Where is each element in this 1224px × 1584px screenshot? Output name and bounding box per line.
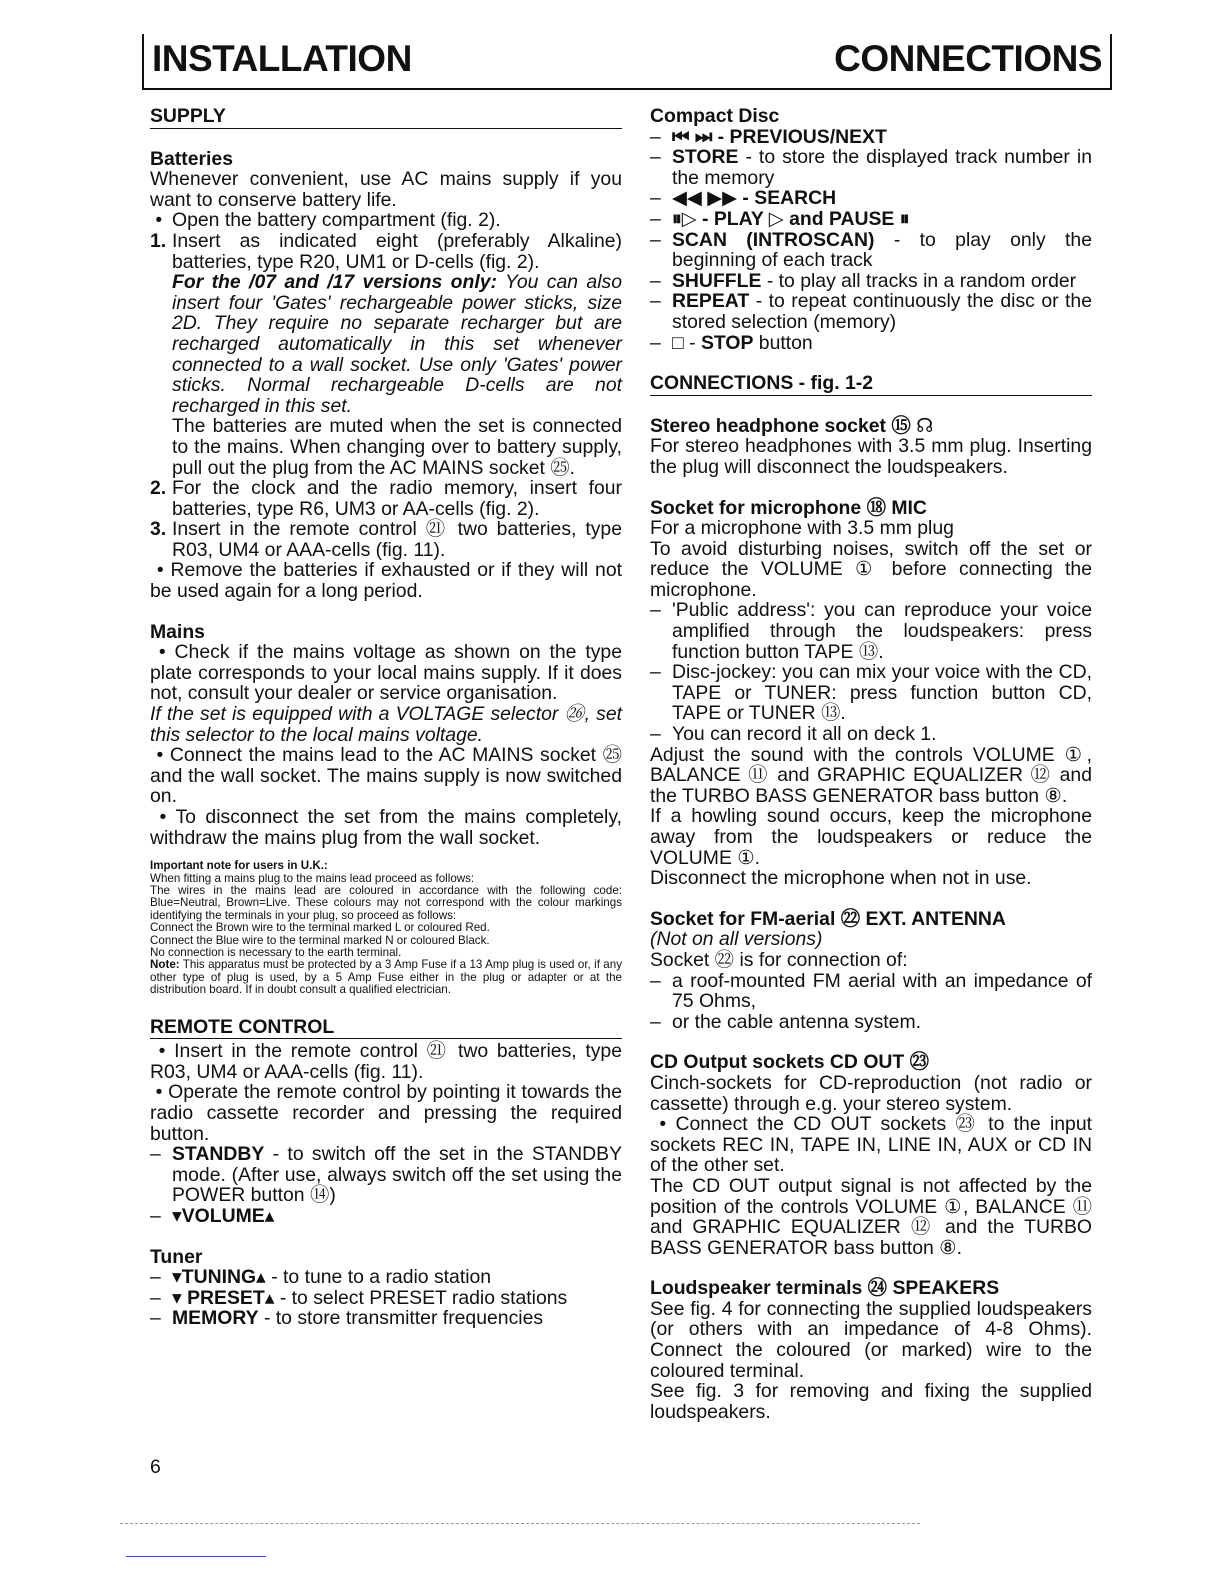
mic-plug-text: For a microphone with 3.5 mm plug — [650, 517, 954, 540]
list-item: – ▾VOLUME▴ — [150, 1206, 622, 1227]
step2-text: For the clock and the radio memory, insert four batteries, type R6, UM3 or AA-cells (fig. 2). — [172, 477, 622, 520]
store-text: - to store the displayed track number in the memory — [672, 146, 1092, 189]
prev-next-label: ⏮ ⏭ - PREVIOUS/NEXT — [672, 125, 887, 148]
list-item: – □ - STOP button — [650, 331, 813, 354]
public-address-text: 'Public address': you can reproduce your voice amplified through the loudspeakers: press function button TAPE ⑬. — [672, 599, 1092, 663]
shuffle-label: SHUFFLE — [672, 269, 762, 292]
volume-label: ▾VOLUME▴ — [172, 1205, 275, 1227]
batteries-muted-text: The batteries are muted when the set is connected to the mains. When changing over to battery supply, pull out the plug from the AC MAINS socket ㉕. — [172, 415, 622, 479]
preset-text: - to select PRESET radio stations — [279, 1286, 568, 1309]
list-item: – 'Public address': you can reproduce your voice amplified through the loudspeakers: press function button TAPE ⑬. — [650, 599, 1092, 663]
microphone-heading: Socket for microphone ⑱ MIC — [650, 496, 927, 519]
mains-disconnect-text: • To disconnect the set from the mains completely, withdraw the mains plug from the wall socket. — [150, 806, 622, 849]
uk-note-line: When fitting a mains plug to the mains lead proceed as follows: — [150, 871, 475, 885]
tuning-label: ▾TUNING▴ — [172, 1266, 266, 1289]
fm-roof-text: a roof-mounted FM aerial with an impedance of 75 Ohms, — [672, 969, 1092, 1013]
page-number: 6 — [150, 1456, 161, 1478]
list-item: – Disc-jockey: you can mix your voice with the CD, TAPE or TUNER: press function button CD, TAPE or TUNER ⑬. — [650, 661, 1092, 725]
scan-artifact-line — [120, 1523, 920, 1524]
mains-connect-text: • Connect the mains lead to the AC MAINS socket ㉕ and the wall socket. The mains supply is now switched on. — [150, 744, 622, 808]
uk-note-line: No connection is necessary to the earth terminal. — [150, 946, 402, 960]
record-text: You can record it all on deck 1. — [672, 723, 937, 746]
tuner-heading: Tuner — [150, 1245, 203, 1268]
repeat-text: - to repeat continuously the disc or the stored selection (memory) — [672, 290, 1092, 333]
stop-icon: □ - — [672, 331, 696, 354]
step3-text: Insert in the remote control ㉑ two batteries, type R03, UM4 or AAA-cells (fig. 11). — [172, 518, 622, 561]
step-number: 2. — [150, 477, 167, 500]
shuffle-text: - to play all tracks in a random order — [766, 269, 1077, 292]
uk-note-title: Important note for users in U.K.: — [150, 859, 328, 873]
list-item: – ◀◀ ▶▶ - SEARCH — [650, 188, 1092, 209]
scan-label: SCAN (INTROSCAN) — [672, 228, 875, 251]
list-item: – ▾TUNING▴ - to tune to a radio station — [150, 1266, 492, 1289]
list-item: – MEMORY - to store transmitter frequencies — [150, 1307, 544, 1330]
list-item: – You can record it all on deck 1. — [650, 724, 1092, 745]
cd-output-text: Cinch-sockets for CD-reproduction (not radio or cassette) through e.g. your stereo system. — [650, 1071, 1092, 1115]
right-column — [650, 106, 1092, 1422]
left-column — [150, 106, 622, 1329]
speaker-fixing-text: See fig. 3 for removing and fixing the supplied loudspeakers. — [650, 1380, 1092, 1423]
versions-note-text: You can also insert four 'Gates' rechargeable power sticks, size 2D. They require no separate recharger but are recharged automatically in this set whenever connected to a wall socket. Use only 'Gates' power sticks. Normal rechargeable D-cells are not recharged in this set. — [172, 271, 622, 417]
store-label: STORE — [672, 146, 739, 169]
uk-note-line: Connect the Blue wire to the terminal marked N or coloured Black. — [150, 933, 490, 947]
play-pause-label: ⏸▷ - PLAY ▷ and PAUSE ⏸ — [672, 207, 910, 230]
search-label: ◀◀ ▶▶ - SEARCH — [672, 187, 837, 210]
standby-text: - to switch off the set in the STANDBY mode. (After use, always switch off the set using the POWER button ⑭) — [172, 1143, 623, 1207]
mains-check-text: • Check if the mains voltage as shown on the type plate corresponds to your local mains supply. If it does not, consult your dealer or service organisation. — [150, 641, 622, 705]
header-title-connections: CONNECTIONS — [834, 38, 1102, 79]
bullet-icon: • — [150, 559, 171, 582]
fm-versions-text: (Not on all versions) — [650, 928, 823, 951]
disc-jockey-text: Disc-jockey: you can mix your voice with the CD, TAPE or TUNER: press function button CD, TAPE or TUNER ⑬. — [672, 661, 1092, 725]
cd-output-connect-text: • Connect the CD OUT sockets ㉓ to the input sockets REC IN, TAPE IN, LINE IN, AUX or CD IN of the other set. — [650, 1113, 1092, 1177]
headphone-text: For stereo headphones with 3.5 mm plug. Inserting the plug will disconnect the loudspeakers. — [650, 435, 1092, 478]
list-item — [150, 519, 622, 560]
batteries-heading: Batteries — [150, 147, 233, 170]
mic-howling-text: If a howling sound occurs, keep the microphone away from the loudspeakers or reduce the VOLUME ①. — [650, 805, 1092, 869]
list-item: – or the cable antenna system. — [650, 1012, 1092, 1033]
list-item: – STORE - to store the displayed track number in the memory — [650, 146, 1092, 189]
list-item: – REPEAT - to repeat continuously the disc or the stored selection (memory) — [650, 290, 1092, 333]
footer-rule — [126, 1556, 266, 1557]
list-item: – SHUFFLE - to play all tracks in a random order — [650, 269, 1077, 292]
batteries-intro: Whenever convenient, use AC mains supply if you want to conserve battery life. — [150, 168, 622, 211]
header-title-installation: INSTALLATION — [152, 38, 412, 79]
list-item — [150, 210, 622, 231]
speaker-connect-text: See fig. 4 for connecting the supplied loudspeakers (or others with an impedance of 4-8 Ohms). Connect the coloured (or marked) wire to the coloured terminal. — [650, 1297, 1092, 1382]
fm-aerial-heading: Socket for FM-aerial ㉒ EXT. ANTENNA — [650, 907, 1006, 930]
list-item — [150, 231, 622, 478]
uk-note-line: Connect the Brown wire to the terminal marked L or coloured Red. — [150, 921, 490, 935]
mic-disconnect-text: Disconnect the microphone when not in use. — [650, 867, 1032, 890]
compact-disc-heading: Compact Disc — [650, 105, 780, 127]
preset-label: ▾ PRESET▴ — [172, 1286, 275, 1309]
memory-label: MEMORY — [172, 1307, 259, 1330]
stop-label: STOP — [700, 331, 754, 354]
remote-control-heading: REMOTE CONTROL — [150, 1017, 622, 1040]
remote-operate-text: • Operate the remote control by pointing it towards the radio cassette recorder and pressing the required button. — [150, 1081, 622, 1145]
list-item: – ▾ PRESET▴ - to select PRESET radio stations — [150, 1286, 568, 1309]
mains-voltage-selector-text: If the set is equipped with a VOLTAGE selector ㉖, set this selector to the local mains voltage. — [150, 703, 622, 746]
versions-note-label: For the /07 and /17 versions only: — [172, 271, 497, 294]
step1-text: Insert as indicated eight (preferably Alkaline) batteries, type R20, UM1 or D-cells (fig. 2). — [172, 229, 622, 273]
step-number: 1. — [150, 229, 167, 252]
stop-text: button — [758, 331, 813, 354]
connections-heading: CONNECTIONS - fig. 1-2 — [650, 373, 1092, 396]
cd-output-heading: CD Output sockets CD OUT ㉓ — [650, 1051, 930, 1074]
remote-insert-text: • Insert in the remote control ㉑ two batteries, type R03, UM4 or AAA-cells (fig. 11). — [150, 1040, 622, 1083]
fm-socket-text: Socket ㉒ is for connection of: — [650, 948, 908, 971]
scan-text: - to play only the beginning of each track — [672, 228, 1092, 272]
list-item: – SCAN (INTROSCAN) - to play only the beginning of each track — [650, 228, 1092, 272]
uk-note-fuse-text: This apparatus must be protected by a 3 Amp Fuse if a 13 Amp plug is used or, if any other type of plug is used, by a 5 Amp Fuse either in the plug or adapter or at the distribution board. If in doubt consult a qualified electrician. — [150, 958, 622, 997]
mic-noise-text: To avoid disturbing noises, switch off the set or reduce the VOLUME ① before connecting the microphone. — [650, 537, 1092, 601]
mains-heading: Mains — [150, 620, 205, 643]
list-item: – ⏮ ⏭ - PREVIOUS/NEXT — [650, 127, 1092, 148]
uk-note — [150, 860, 622, 996]
repeat-label: REPEAT — [672, 290, 750, 313]
open-compartment-text: Open the battery compartment (fig. 2). — [172, 209, 501, 232]
tuning-text: - to tune to a radio station — [271, 1266, 492, 1289]
list-item: – STANDBY - to switch off the set in the STANDBY mode. (After use, always switch off the set using the POWER button ⑭) — [150, 1143, 623, 1207]
list-item: – ⏸▷ - PLAY ▷ and PAUSE ⏸ — [650, 209, 1092, 230]
standby-label: STANDBY — [172, 1143, 265, 1166]
list-item — [150, 478, 622, 519]
list-item: – a roof-mounted FM aerial with an impedance of 75 Ohms, — [650, 969, 1092, 1013]
cd-output-signal-text: The CD OUT output signal is not affected by the position of the controls VOLUME ①, BALANCE ⑪ and GRAPHIC EQUALIZER ⑫ and the TURBO BASS GENERATOR bass button ⑧. — [650, 1174, 1092, 1259]
uk-note-line: The wires in the mains lead are coloured in accordance with the following code: Blue=Neutral, Brown=Live. These colours may not correspond with the colour markings identifying the terminals in your plug, so proceed as follows: — [150, 884, 622, 922]
supply-heading: SUPPLY — [150, 106, 622, 129]
step-number: 3. — [150, 518, 167, 541]
mic-adjust-text: Adjust the sound with the controls VOLUME ①, BALANCE ⑪ and GRAPHIC EQUALIZER ⑫ and the TURBO BASS GENERATOR bass button ⑧. — [650, 743, 1092, 807]
remove-batteries-text: • Remove the batteries if exhausted or if they will not be used again for a long period. — [150, 559, 622, 603]
headphone-heading: Stereo headphone socket ⑮ ☊ — [650, 414, 934, 437]
bullet-icon: • — [150, 209, 163, 232]
page-header — [142, 34, 1112, 90]
speaker-terminals-heading: Loudspeaker terminals ㉔ SPEAKERS — [650, 1277, 1000, 1300]
memory-text: - to store transmitter frequencies — [263, 1307, 544, 1330]
uk-note-label: Note: — [150, 958, 180, 972]
fm-cable-text: or the cable antenna system. — [672, 1010, 921, 1033]
